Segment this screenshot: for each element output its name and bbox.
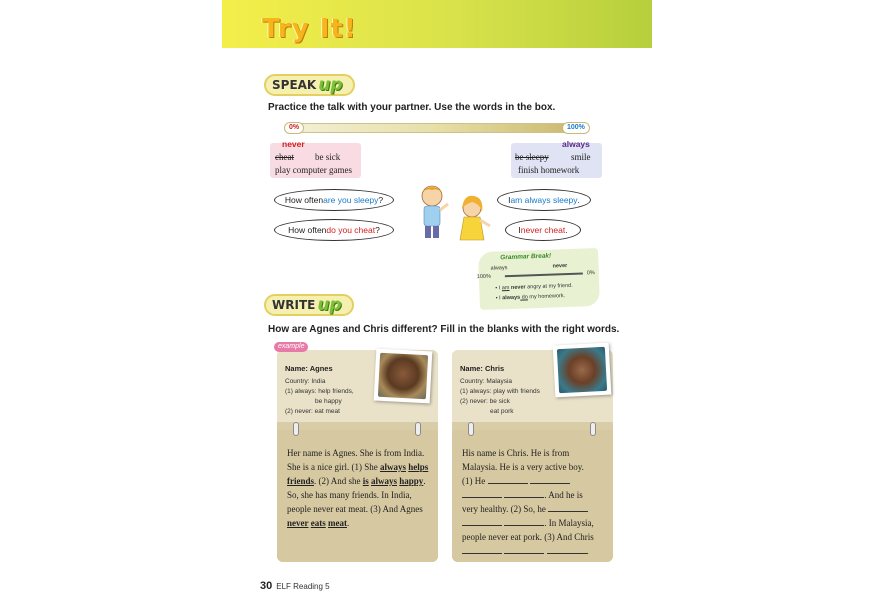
always-word-crossed: be sleepy bbox=[515, 152, 549, 162]
cartoon-kids-illustration bbox=[414, 182, 494, 248]
page-title: Try It! bbox=[262, 14, 357, 44]
answer-blank[interactable] bbox=[462, 545, 502, 554]
answer-blank[interactable] bbox=[547, 545, 587, 554]
never-word-3: play computer games bbox=[275, 165, 352, 175]
frequency-scale-bar bbox=[284, 123, 587, 133]
answer-blank[interactable] bbox=[530, 475, 570, 484]
speak-up-label: SPEAK up bbox=[264, 74, 355, 96]
ring-icon bbox=[468, 422, 474, 436]
always-tag: always bbox=[562, 139, 590, 149]
agnes-card: Name: Agnes Country: India (1) always: help friends, be happy (2) never: eat meat Her name is Agnes. She is from India. She is a nice girl. (1) She always helps friends. (2) And she is always happy. So, she has many friends. In India, people never eat meat. (3) And Agnes never eats meat. bbox=[277, 350, 438, 562]
chris-photo bbox=[553, 343, 612, 398]
boy-figure bbox=[422, 186, 448, 238]
page-number: 30 bbox=[260, 580, 273, 592]
title-banner bbox=[222, 0, 652, 48]
never-tag: never bbox=[282, 139, 305, 149]
boy-portrait-image bbox=[557, 347, 607, 393]
question-bubble-2: How often do you cheat ? bbox=[274, 219, 394, 241]
scale-start-label: 0% bbox=[284, 122, 304, 134]
ring-icon bbox=[293, 422, 299, 436]
girl-portrait-image bbox=[378, 353, 428, 399]
page-footer bbox=[260, 580, 330, 592]
example-tag: example bbox=[274, 342, 308, 352]
always-word-2: smile bbox=[571, 152, 591, 162]
ring-icon bbox=[590, 422, 596, 436]
never-word-crossed: cheat bbox=[275, 152, 294, 162]
write-up-label: WRITE up bbox=[264, 294, 354, 316]
speak-instruction: Practice the talk with your partner. Use the words in the box. bbox=[268, 102, 556, 113]
answer-blank[interactable] bbox=[462, 489, 502, 498]
textbook-page bbox=[222, 0, 652, 612]
answer-bubble-1: I am always sleepy . bbox=[497, 189, 591, 211]
answer-bubble-2: I never cheat . bbox=[505, 219, 581, 241]
chris-card: Name: Chris Country: Malaysia (1) always: play with friends (2) never: be sick eat pork His name is Chris. He is from Malaysia. He is a very active boy. (1) He . And he is very healthy. (2) So, he . In Malaysia, people never eat pork. (3) And Chris . bbox=[452, 350, 613, 562]
answer-blank[interactable] bbox=[462, 517, 502, 526]
never-word-2: be sick bbox=[315, 152, 341, 162]
answer-blank[interactable] bbox=[488, 475, 528, 484]
question-bubble-1: How often are you sleepy ? bbox=[274, 189, 394, 211]
agnes-photo bbox=[374, 349, 433, 404]
grammar-break-box: Grammar Break! always never 100% 0% • I am never angry at my friend. • I always do my homework. bbox=[478, 248, 600, 310]
book-title: ELF Reading 5 bbox=[276, 582, 330, 591]
answer-blank[interactable] bbox=[504, 545, 544, 554]
always-word-3: finish homework bbox=[518, 165, 580, 175]
write-instruction: How are Agnes and Chris different? Fill in the blanks with the right words. bbox=[268, 324, 620, 335]
answer-blank[interactable] bbox=[504, 517, 544, 526]
answer-blank[interactable] bbox=[504, 489, 544, 498]
ring-icon bbox=[415, 422, 421, 436]
answer-blank[interactable] bbox=[548, 503, 588, 512]
grammar-scale-line bbox=[505, 272, 583, 277]
scale-end-label: 100% bbox=[562, 122, 590, 134]
girl-figure bbox=[460, 196, 490, 240]
